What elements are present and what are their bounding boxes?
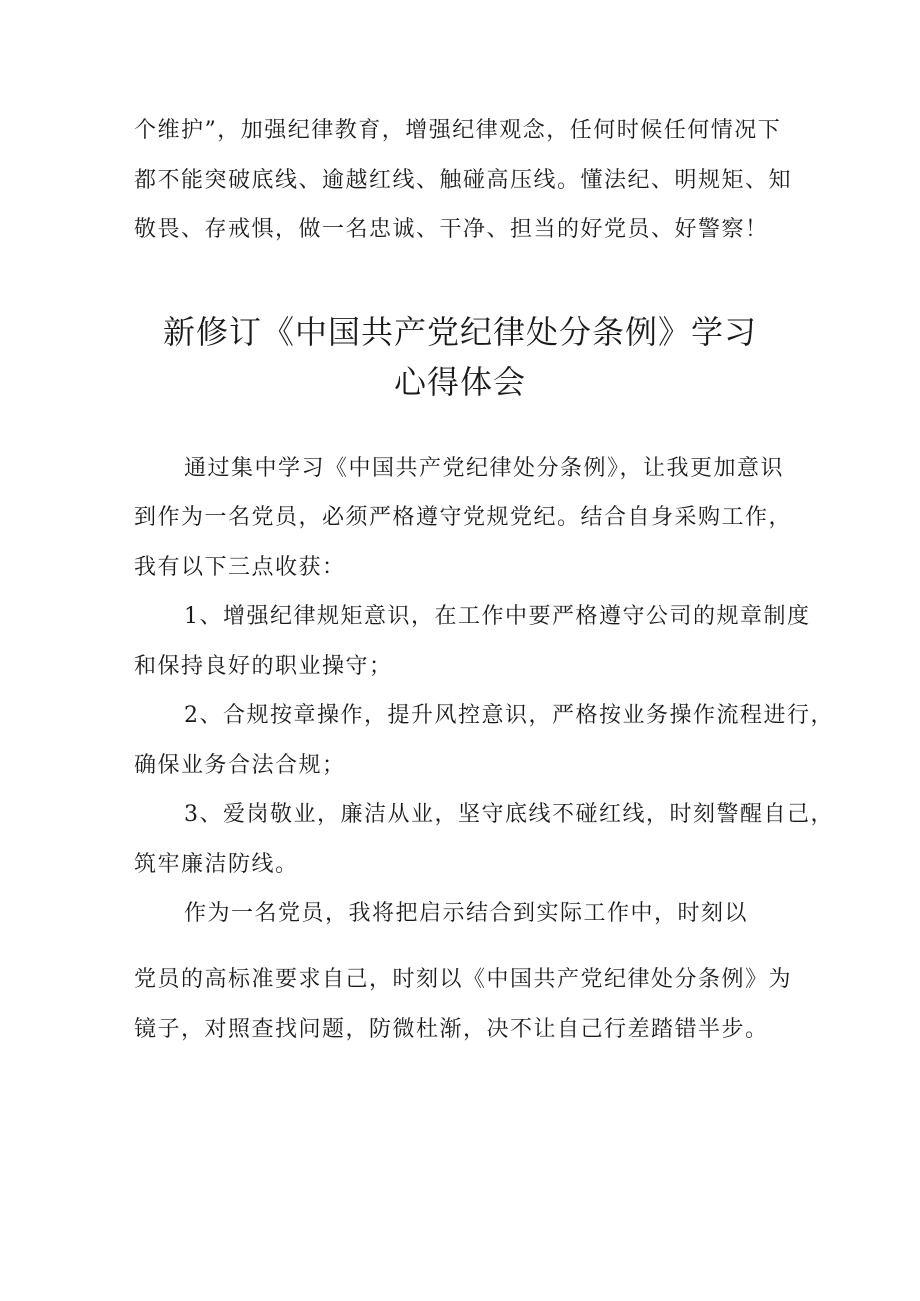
body-line-11: 党员的高标准要求自己，时刻以《中国共产党纪律处分条例》为 <box>134 967 793 992</box>
body-line-1: 通过集中学习《中国共产党纪律处分条例》，让我更加意识 <box>184 456 785 481</box>
body-line-9: 筑牢廉洁防线。 <box>134 852 299 877</box>
intro-line-3: 敬畏、存戒惧，做一名忠诚、干净、担当的好党员、好警察！ <box>134 217 769 242</box>
body-line-4: 1、增强纪律规矩意识，在工作中要严格遵守公司的规章制度 <box>184 604 811 629</box>
document-title-line-1: 新修订《中国共产党纪律处分条例》学习 <box>162 313 757 351</box>
body-line-2: 到作为一名党员，必须严格遵守党规党纪。结合自身采购工作， <box>134 505 793 530</box>
body-line-7: 确保业务合法合规； <box>134 753 346 778</box>
body-line-5: 和保持良好的职业操守； <box>134 654 393 679</box>
body-line-10: 作为一名党员，我将把启示结合到实际工作中，时刻以 <box>184 901 749 926</box>
document-title-line-2: 心得体会 <box>393 363 526 401</box>
body-line-6: 2、合规按章操作，提升风控意识，严格按业务操作流程进行， <box>184 703 834 728</box>
body-line-3: 我有以下三点收获： <box>134 555 346 580</box>
body-line-12: 镜子，对照查找问题，防微杜渐，决不让自己行差踏错半步。 <box>134 1017 769 1042</box>
intro-line-1: 个维护”，加强纪律教育，增强纪律观念，任何时候任何情况下 <box>134 118 782 143</box>
body-line-8: 3、爱岗敬业，廉洁从业，坚守底线不碰红线，时刻警醒自己， <box>184 802 834 827</box>
intro-line-2: 都不能突破底线、逾越红线、触碰高压线。懂法纪、明规矩、知 <box>134 168 793 193</box>
